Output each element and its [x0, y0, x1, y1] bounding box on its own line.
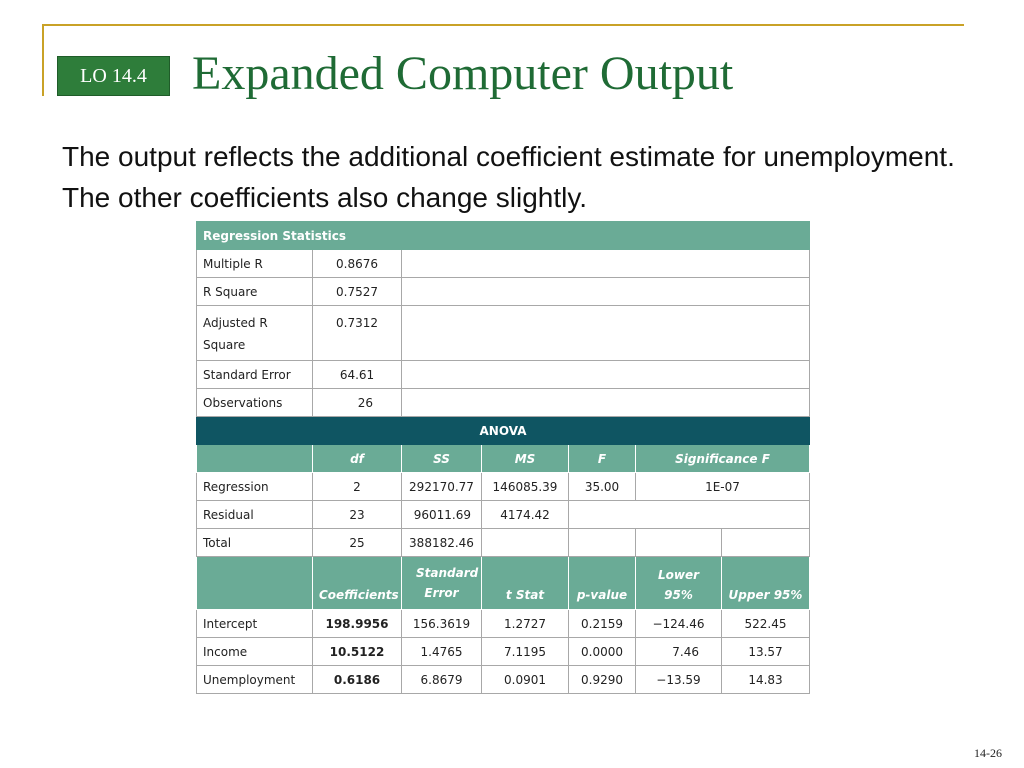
- stat-blank: [402, 361, 810, 389]
- anova-f: 35.00: [569, 473, 636, 501]
- anova-blank: [569, 529, 636, 557]
- anova-row-label: Total: [197, 529, 313, 557]
- anova-ss: 96011.69: [402, 501, 482, 529]
- anova-column-header: MS: [482, 445, 569, 473]
- anova-ss: 388182.46: [402, 529, 482, 557]
- coefficients-column-header: t Stat: [482, 557, 569, 610]
- stat-row: [197, 250, 810, 278]
- anova-ms: 4174.42: [482, 501, 569, 529]
- t-stat: 1.2727: [482, 610, 569, 638]
- t-stat: 0.0901: [482, 666, 569, 694]
- coefficient-row: [197, 610, 810, 638]
- coefficient-value: 198.9956: [313, 610, 402, 638]
- upper-95: 14.83: [722, 666, 810, 694]
- stat-blank: [402, 250, 810, 278]
- stat-value: 64.61: [313, 361, 402, 389]
- anova-column-header: Significance F: [636, 445, 810, 473]
- upper-95: 13.57: [722, 638, 810, 666]
- coefficient-row: [197, 666, 810, 694]
- anova-df: 2: [313, 473, 402, 501]
- standard-error: 156.3619: [402, 610, 482, 638]
- learning-objective-badge: LO 14.4: [57, 56, 170, 96]
- stat-row: [197, 389, 810, 417]
- lower-95: 7.46: [636, 638, 722, 666]
- stat-row: [197, 306, 810, 361]
- coefficient-row: [197, 638, 810, 666]
- p-value: 0.9290: [569, 666, 636, 694]
- coefficient-value: 0.6186: [313, 666, 402, 694]
- stat-blank: [402, 306, 810, 361]
- stat-label: Observations: [197, 389, 313, 417]
- coefficient-label: Unemployment: [197, 666, 313, 694]
- stat-blank: [402, 278, 810, 306]
- stat-blank: [402, 389, 810, 417]
- stat-value: 0.7527: [313, 278, 402, 306]
- anova-ss: 292170.77: [402, 473, 482, 501]
- anova-column-header: F: [569, 445, 636, 473]
- frame-left-line: [42, 24, 44, 96]
- stat-label: Adjusted R Square: [197, 306, 313, 361]
- stat-row: [197, 278, 810, 306]
- anova-row: [197, 473, 810, 501]
- stat-label: Standard Error: [197, 361, 313, 389]
- p-value: 0.2159: [569, 610, 636, 638]
- coefficients-column-header: Upper 95%: [722, 557, 810, 610]
- coefficients-column-header: Lower 95%: [636, 557, 722, 610]
- p-value: 0.0000: [569, 638, 636, 666]
- anova-df: 25: [313, 529, 402, 557]
- anova-ms: 146085.39: [482, 473, 569, 501]
- anova-blank: [569, 501, 810, 529]
- stat-row: [197, 361, 810, 389]
- coefficients-column-header: p-value: [569, 557, 636, 610]
- slide-title: Expanded Computer Output: [192, 47, 734, 100]
- stat-label: Multiple R: [197, 250, 313, 278]
- anova-row-label: Residual: [197, 501, 313, 529]
- anova-blank: [722, 529, 810, 557]
- stat-label: R Square: [197, 278, 313, 306]
- coefficients-column-header: Standard Error: [402, 557, 482, 610]
- anova-blank: [482, 529, 569, 557]
- upper-95: 522.45: [722, 610, 810, 638]
- anova-row: [197, 501, 810, 529]
- anova-significance-f: 1E-07: [636, 473, 810, 501]
- anova-row: [197, 529, 810, 557]
- regression-statistics-header: Regression Statistics: [197, 222, 810, 250]
- frame-top-line: [42, 24, 964, 26]
- coefficient-label: Income: [197, 638, 313, 666]
- stat-value: 0.7312: [313, 306, 402, 361]
- anova-df: 23: [313, 501, 402, 529]
- anova-column-header: [197, 445, 313, 473]
- regression-statistics-header-row: [197, 222, 810, 250]
- coefficients-header-row: [197, 557, 810, 610]
- coefficients-column-header: [197, 557, 313, 610]
- coefficient-value: 10.5122: [313, 638, 402, 666]
- anova-column-header: SS: [402, 445, 482, 473]
- lower-95: −13.59: [636, 666, 722, 694]
- slide-body-text: The output reflects the additional coefficient estimate for unemployment. The other coefficients also change slightly.: [62, 141, 955, 213]
- lower-95: −124.46: [636, 610, 722, 638]
- anova-column-header: df: [313, 445, 402, 473]
- anova-row-label: Regression: [197, 473, 313, 501]
- t-stat: 7.1195: [482, 638, 569, 666]
- anova-header-row: [197, 417, 810, 445]
- anova-blank: [636, 529, 722, 557]
- coefficients-column-header: Coefficients: [313, 557, 402, 610]
- slide-number: 14-26: [974, 746, 1002, 760]
- regression-output-table: [196, 221, 810, 694]
- standard-error: 6.8679: [402, 666, 482, 694]
- coefficient-label: Intercept: [197, 610, 313, 638]
- standard-error: 1.4765: [402, 638, 482, 666]
- anova-column-header-row: [197, 445, 810, 473]
- anova-header: ANOVA: [197, 417, 810, 445]
- stat-value: 0.8676: [313, 250, 402, 278]
- stat-value: 26: [313, 389, 402, 417]
